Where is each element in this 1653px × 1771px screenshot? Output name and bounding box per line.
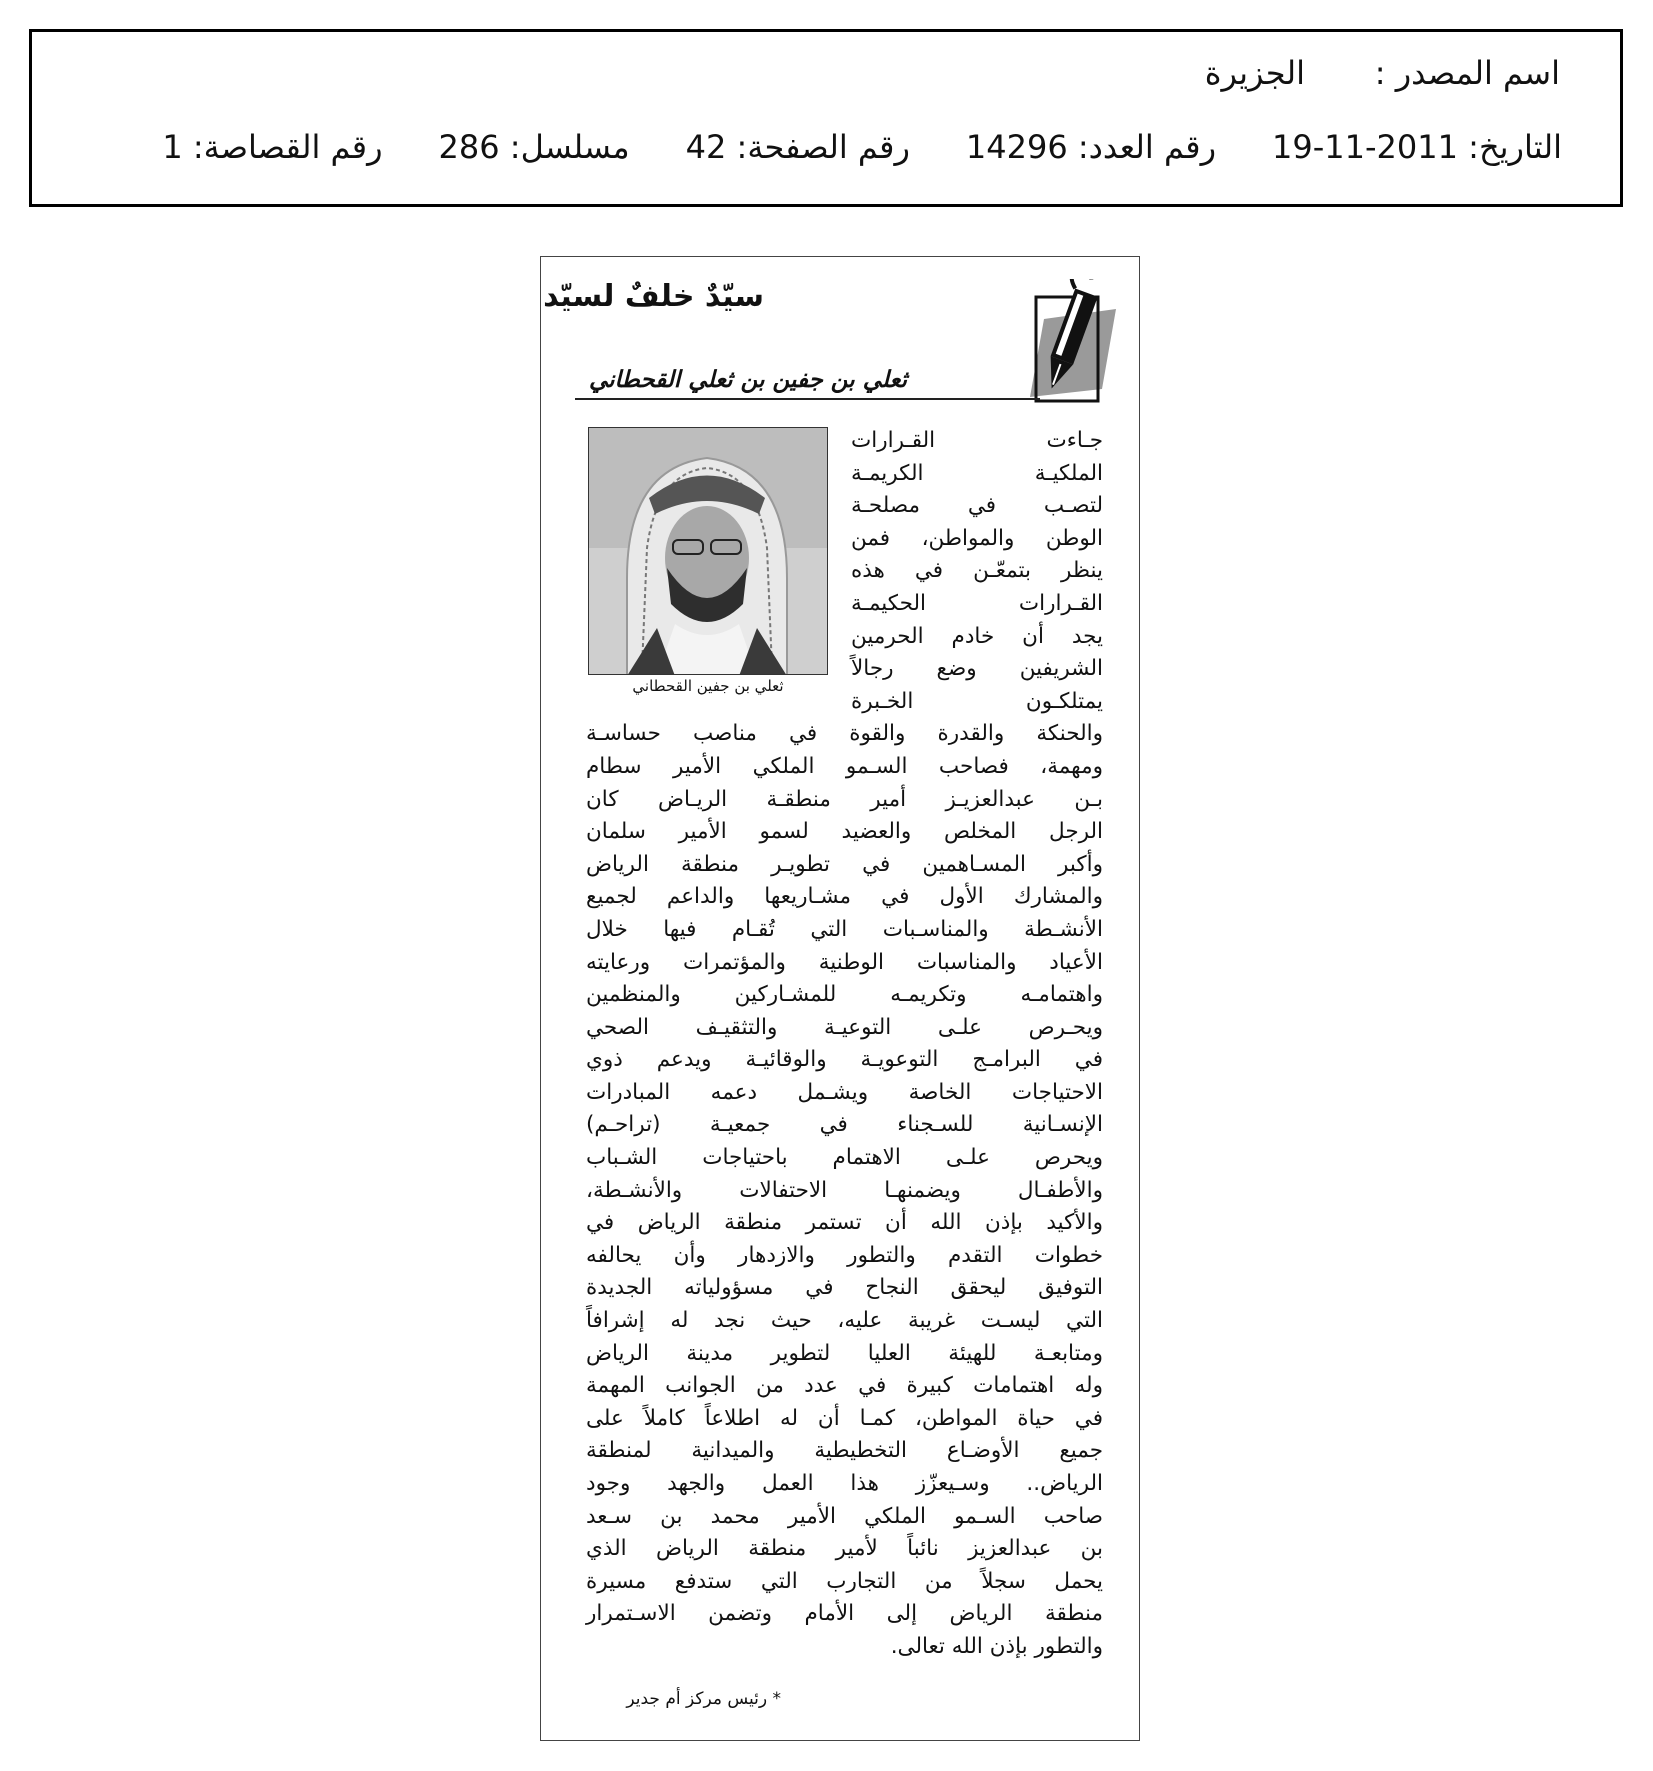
body-line: التي ليسـت غريبة عليه، حيث نجد له إشرافاً: [586, 1308, 1103, 1334]
issue-value: 14296: [965, 128, 1068, 166]
body-line: في حياة المواطن، كمـا أن له اطلاعاً كاملاً على: [586, 1405, 1103, 1431]
photo-caption: ثعلي بن جفين القحطاني: [632, 677, 784, 695]
issue-details-row: [162, 128, 1562, 166]
body-line: خطوات التقدم والتطور والازدهار وأن يحالفه: [586, 1242, 1103, 1268]
body-line: ويحرص علـى الاهتمام باحتياجات الشـباب: [586, 1145, 1103, 1171]
serial-value: 286: [438, 128, 500, 166]
author-footnote: * رئيس مركز أم جدير: [626, 1689, 781, 1709]
body-line: وله اهتمامات كبيرة في عدد من الجوانب المهمة: [586, 1373, 1103, 1399]
serial-label: مسلسل:: [509, 128, 630, 166]
clip-number-value: 1: [162, 128, 183, 166]
body-line: صاحب السـمو الملكي الأمير محمد بن سـعد: [586, 1503, 1103, 1529]
article-body: [586, 425, 1103, 1664]
body-line: ويحـرص علـى التوعيـة والتثقيـف الصحي: [586, 1014, 1103, 1040]
body-line: الملكيـة الكريمـة: [851, 460, 1103, 486]
body-line: يمتلكـون الخـبرة: [851, 688, 1103, 714]
body-line: جـاءت القـرارات: [851, 428, 1103, 453]
article-title: سيّدٌ خلفٌ لسيّد: [543, 279, 764, 314]
body-line: والحنكة والقدرة والقوة في مناصب حساسـة: [586, 721, 1103, 747]
body-line: ومتابعـة للهيئة العليا لتطوير مدينة الرياض: [586, 1340, 1103, 1366]
page-field: [686, 128, 910, 166]
body-line: والتطور بإذن الله تعالى.: [890, 1633, 1103, 1659]
date-value: 2011-11-19: [1272, 128, 1458, 166]
body-line: الرياض.. وسـيعزّز هذا العمل والجهد وجود: [586, 1471, 1103, 1496]
body-line: الأعياد والمناسبات الوطنية والمؤتمرات ورعايته: [586, 949, 1103, 975]
newspaper-clipping: [540, 256, 1140, 1741]
body-line: الإنسـانية للسـجناء في جمعيـة (تراحـم): [586, 1112, 1103, 1138]
body-line: والمشارك الأول في مشـاريعها والداعم لجميع: [586, 884, 1103, 910]
body-line: الوطن والمواطن، فمن: [851, 525, 1103, 551]
body-line: واهتمامـه وتكريمـه للمشـاركين والمنظمين: [586, 982, 1103, 1008]
body-line: القـرارات الحكيمـة: [851, 590, 1103, 616]
body-line: في البرامـج التوعويـة والوقائيـة ويدعم ذوي: [586, 1047, 1103, 1073]
body-line: يجد أن خادم الحرمين: [851, 623, 1103, 649]
byline-divider: [575, 398, 1040, 400]
page-value: 42: [685, 128, 727, 166]
body-line: والأكيد بإذن الله أن تستمر منطقة الرياض في: [586, 1210, 1103, 1236]
body-line: الأنشـطة والمناسـبات التي تُقـام فيها خلال: [586, 916, 1103, 942]
clip-number-field: [162, 128, 382, 166]
body-line: ومهمة، فصاحب السـمو الملكي الأمير سطام: [586, 753, 1103, 779]
body-line: وأكبر المسـاهمين في تطويـر منطقة الرياض: [586, 851, 1103, 877]
body-line: بن عبدالعزيز نائباً لأمير منطقة الرياض الذي: [586, 1536, 1103, 1562]
source-row: [1205, 54, 1560, 92]
body-line: منطقة الرياض إلى الأمام وتضمن الاسـتمرار: [586, 1601, 1103, 1627]
source-label: اسم المصدر :: [1374, 54, 1560, 92]
body-line: يحمل سجلاً من التجارب التي ستدفع مسيرة: [586, 1568, 1103, 1594]
body-line: ينظر بتمعّـن في هذه: [851, 558, 1103, 584]
serial-field: [439, 128, 630, 166]
body-line: التوفيق ليحقق النجاح في مسؤولياته الجديدة: [586, 1275, 1103, 1301]
body-line: بـن عبدالعزيـز أمير منطقـة الريـاض كان: [586, 786, 1103, 812]
body-line: الشريفين وضع رجالاً: [851, 656, 1103, 682]
issue-label: رقم العدد:: [1077, 128, 1217, 166]
fountain-pen-icon: [1006, 279, 1116, 404]
body-line: الرجل المخلص والعضيد لسمو الأمير سلمان: [586, 819, 1103, 845]
date-field: [1272, 128, 1562, 166]
source-info-box: [29, 29, 1623, 207]
body-line: لتصـب في مصلحـة: [851, 493, 1103, 519]
source-value: الجزيرة: [1204, 54, 1305, 92]
author-byline: ثعلي بن جفين بن ثعلي القحطاني: [588, 367, 907, 393]
body-line: الاحتياجات الخاصة ويشـمل دعمه المبادرات: [586, 1079, 1103, 1105]
page-label: رقم الصفحة:: [736, 128, 910, 166]
date-label: التاريخ:: [1468, 128, 1562, 166]
issue-field: [966, 128, 1216, 166]
body-line: جميع الأوضـاع التخطيطية والميدانية لمنطقة: [586, 1438, 1103, 1464]
body-line: والأطفـال ويضمنهـا الاحتفالات والأنشـطة،: [586, 1177, 1103, 1203]
clip-number-label: رقم القصاصة:: [192, 128, 383, 166]
